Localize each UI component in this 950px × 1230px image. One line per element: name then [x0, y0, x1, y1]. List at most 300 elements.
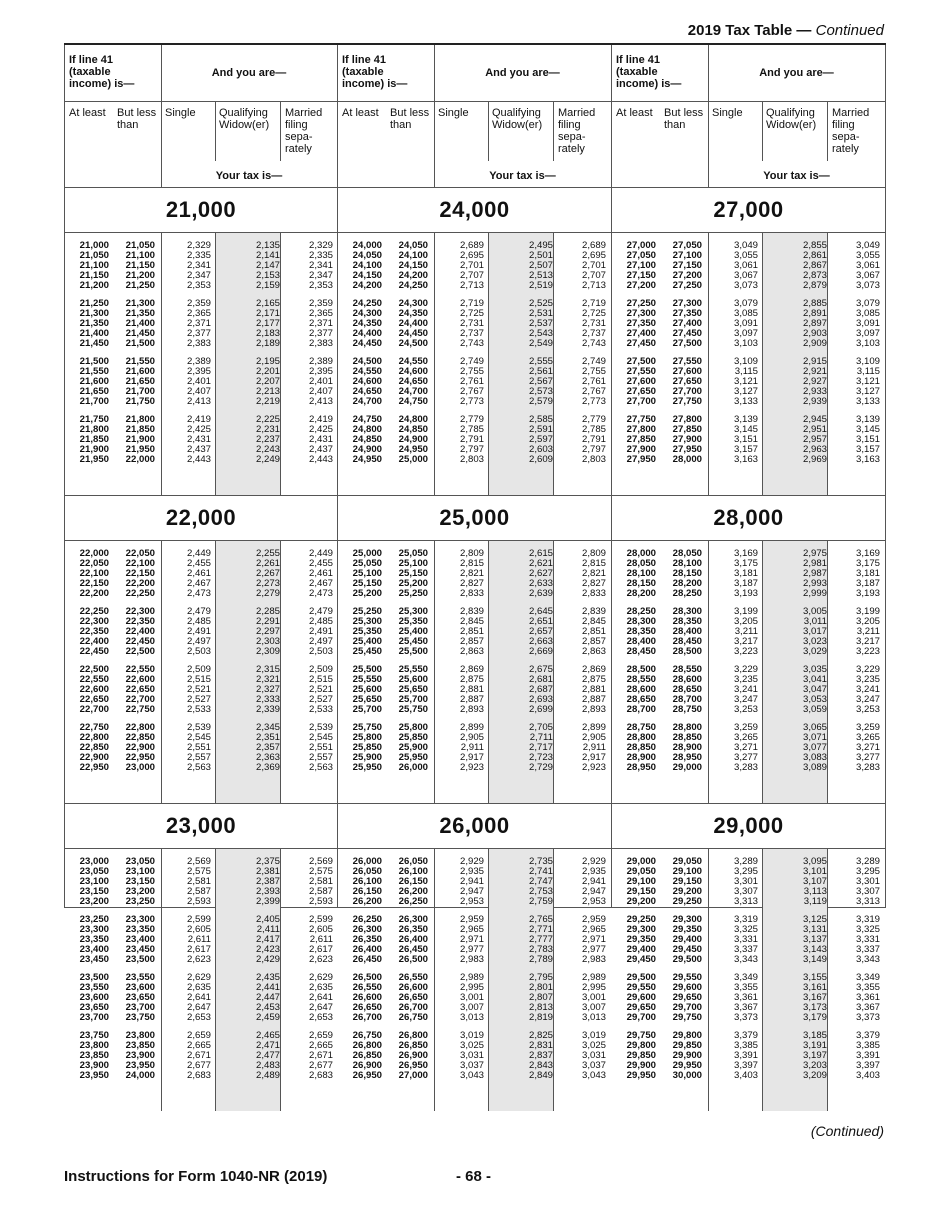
single-tax-value: 3,289: [733, 856, 758, 867]
single-tax-value: 2,425: [186, 424, 211, 435]
single-tax-value: 2,353: [186, 280, 211, 291]
at-least-value: 24,150: [352, 270, 382, 281]
table-row: [65, 1013, 337, 1023]
qualifying-widow-tax-value: 2,405: [255, 914, 280, 925]
single-tax-value: 3,043: [459, 1070, 484, 1081]
qualifying-widow-tax-value: 2,261: [255, 558, 280, 569]
married-separately-tax-value: 3,391: [855, 1050, 880, 1061]
single-tax-value: 2,491: [186, 626, 211, 637]
married-separately-tax-value: 2,563: [308, 762, 333, 773]
but-less-than-value: 29,200: [672, 886, 702, 897]
qualifying-widow-tax-value: 2,861: [802, 250, 827, 261]
but-less-than-value: 21,350: [125, 308, 155, 319]
married-separately-tax-value: 2,761: [581, 376, 606, 387]
but-less-than-value: 28,900: [672, 742, 702, 753]
married-separately-tax-value: 3,223: [855, 646, 880, 657]
married-separately-tax-value: 3,349: [855, 972, 880, 983]
single-tax-value: 2,725: [459, 308, 484, 319]
qualifying-widow-tax-value: 2,867: [802, 260, 827, 271]
married-separately-tax-value: 2,725: [581, 308, 606, 319]
single-tax-value: 2,587: [186, 886, 211, 897]
married-separately-tax-value: 3,127: [855, 386, 880, 397]
but-less-than-label: But less than: [117, 107, 157, 131]
qualifying-widow-tax-value: 2,219: [255, 396, 280, 407]
single-tax-value: 3,379: [733, 1030, 758, 1041]
qualifying-widow-tax-value: 2,159: [255, 280, 280, 291]
married-separately-tax-value: 3,205: [855, 616, 880, 627]
married-separately-tax-value: 2,767: [581, 386, 606, 397]
qualifying-widow-tax-value: 2,225: [255, 414, 280, 425]
single-tax-value: 2,623: [186, 954, 211, 965]
married-separately-tax-value: 2,455: [308, 558, 333, 569]
qualifying-widow-tax-value: 2,663: [528, 636, 553, 647]
single-tax-value: 2,863: [459, 646, 484, 657]
at-least-value: 29,100: [626, 876, 656, 887]
married-separately-tax-value: 2,815: [581, 558, 606, 569]
single-tax-value: 2,629: [186, 972, 211, 983]
but-less-than-value: 23,350: [125, 924, 155, 935]
qualifying-widow-tax-value: 2,519: [528, 280, 553, 291]
but-less-than-value: 23,250: [125, 896, 155, 907]
married-separately-tax-value: 2,677: [308, 1060, 333, 1071]
at-least-value: 23,850: [79, 1050, 109, 1061]
at-least-value: 22,900: [79, 752, 109, 763]
single-tax-value: 3,091: [733, 318, 758, 329]
but-less-than-value: 24,500: [398, 338, 428, 349]
single-tax-value: 2,767: [459, 386, 484, 397]
but-less-than-value: 22,200: [125, 578, 155, 589]
single-tax-value: 2,737: [459, 328, 484, 339]
at-least-value: 24,700: [352, 396, 382, 407]
at-least-value: 29,450: [626, 954, 656, 965]
qualifying-widow-tax-value: 2,903: [802, 328, 827, 339]
but-less-than-value: 21,200: [125, 270, 155, 281]
married-separately-tax-value: 2,611: [309, 934, 333, 945]
married-separately-tax-value: 3,259: [855, 722, 880, 733]
but-less-than-value: 29,550: [672, 972, 702, 983]
qualifying-widow-tax-value: 3,011: [803, 616, 827, 627]
qualifying-widow-tax-value: 3,095: [802, 856, 827, 867]
table-row: [65, 281, 337, 291]
but-less-than-value: 24,650: [398, 376, 428, 387]
but-less-than-value: 21,700: [125, 386, 155, 397]
at-least-value: 28,650: [626, 694, 656, 705]
qualifying-widow-tax-value: 2,951: [802, 424, 827, 435]
but-less-than-value: 28,600: [672, 674, 702, 685]
married-separately-tax-value: 3,235: [855, 674, 880, 685]
but-less-than-value: 25,950: [398, 752, 428, 763]
at-least-value: 27,200: [626, 280, 656, 291]
married-separately-tax-value: 3,169: [855, 548, 880, 559]
table-row: [612, 281, 885, 291]
at-least-value: 21,050: [79, 250, 109, 261]
married-separately-tax-value: 2,863: [581, 646, 606, 657]
qualifying-widow-tax-value: 3,041: [802, 674, 827, 685]
single-tax-value: 3,115: [734, 366, 758, 377]
at-least-value: 27,750: [626, 414, 656, 425]
at-least-value: 22,250: [79, 606, 109, 617]
married-separately-tax-value: 3,337: [855, 944, 880, 955]
qualifying-widow-tax-value: 2,807: [528, 992, 553, 1003]
table-row: [65, 897, 337, 907]
qualifying-widow-label: Qualifying Widow(er): [766, 107, 817, 131]
qualifying-widow-tax-value: 2,477: [255, 1050, 280, 1061]
table-row: [612, 955, 885, 965]
qualifying-widow-tax-value: 2,615: [528, 548, 553, 559]
qualifying-widow-tax-value: 2,729: [528, 762, 553, 773]
but-less-than-value: 27,700: [672, 386, 702, 397]
single-tax-value: 2,947: [459, 886, 484, 897]
married-separately-tax-value: 3,403: [855, 1070, 880, 1081]
married-separately-tax-value: 3,139: [855, 414, 880, 425]
at-least-value: 22,800: [79, 732, 109, 743]
married-separately-tax-value: 3,241: [855, 684, 880, 695]
table-row: [612, 763, 885, 773]
qualifying-widow-tax-value: 3,089: [802, 762, 827, 773]
married-separately-tax-value: 2,653: [308, 1012, 333, 1023]
single-tax-value: 2,989: [459, 972, 484, 983]
married-separately-tax-value: 2,785: [581, 424, 606, 435]
qualifying-widow-tax-value: 3,125: [802, 914, 827, 925]
at-least-value: 21,800: [79, 424, 109, 435]
single-tax-value: 3,085: [733, 308, 758, 319]
qualifying-widow-tax-value: 2,243: [255, 444, 280, 455]
single-tax-value: 2,749: [459, 356, 484, 367]
but-less-than-value: 21,900: [125, 434, 155, 445]
married-separately-tax-value: 3,355: [855, 982, 880, 993]
qualifying-widow-tax-value: 2,327: [255, 684, 280, 695]
qualifying-widow-tax-value: 3,083: [802, 752, 827, 763]
single-tax-value: 2,683: [186, 1070, 211, 1081]
single-tax-value: 3,061: [733, 260, 758, 271]
qualifying-widow-tax-value: 2,471: [255, 1040, 280, 1051]
married-separately-tax-value: 3,073: [855, 280, 880, 291]
single-tax-value: 2,515: [186, 674, 211, 685]
but-less-than-value: 23,550: [125, 972, 155, 983]
married-separately-tax-value: 2,647: [308, 1002, 333, 1013]
single-tax-value: 2,755: [459, 366, 484, 377]
single-tax-value: 3,391: [733, 1050, 758, 1061]
married-separately-tax-value: 3,013: [581, 1012, 606, 1023]
qualifying-widow-tax-value: 2,357: [255, 742, 280, 753]
at-least-value: 29,250: [626, 914, 656, 925]
but-less-than-value: 26,050: [398, 856, 428, 867]
at-least-value: 22,350: [79, 626, 109, 637]
married-separately-tax-value: 2,437: [308, 444, 333, 455]
married-separately-tax-value: 2,473: [308, 588, 333, 599]
at-least-value: 21,750: [79, 414, 109, 425]
married-separately-tax-value: 2,359: [308, 298, 333, 309]
at-least-value: 23,600: [79, 992, 109, 1003]
row-group: [338, 415, 611, 465]
single-tax-value: 2,365: [186, 308, 211, 319]
qualifying-widow-tax-value: 2,141: [255, 250, 280, 261]
qualifying-widow-tax-value: 2,777: [528, 934, 553, 945]
single-tax-value: 3,265: [733, 732, 758, 743]
single-tax-value: 3,325: [733, 924, 758, 935]
row-group: [338, 857, 611, 907]
qualifying-widow-tax-value: 2,525: [528, 298, 553, 309]
qualifying-widow-tax-value: 2,237: [255, 434, 280, 445]
single-tax-value: 3,241: [733, 684, 758, 695]
married-separately-tax-value: 2,347: [308, 270, 333, 281]
but-less-than-value: 21,450: [125, 328, 155, 339]
qualifying-widow-tax-value: 3,113: [803, 886, 827, 897]
single-tax-value: 3,049: [733, 240, 758, 251]
qualifying-widow-tax-value: 2,507: [528, 260, 553, 271]
qualifying-widow-tax-value: 2,291: [255, 616, 280, 627]
but-less-than-value: 26,000: [398, 762, 428, 773]
income-block: [612, 541, 885, 803]
but-less-than-value: 24,450: [398, 328, 428, 339]
married-filing-separately-label: Married filing sepa-rately: [285, 107, 323, 155]
but-less-than-value: 26,700: [398, 1002, 428, 1013]
married-separately-tax-value: 3,229: [855, 664, 880, 675]
row-group: [612, 415, 885, 465]
at-least-value: 25,850: [352, 742, 382, 753]
at-least-value: 26,400: [352, 944, 382, 955]
married-separately-tax-value: 2,995: [581, 982, 606, 993]
at-least-value: 28,950: [626, 762, 656, 773]
single-tax-value: 2,461: [186, 568, 211, 579]
but-less-than-value: 25,150: [398, 568, 428, 579]
married-separately-tax-value: 2,509: [308, 664, 333, 675]
single-tax-value: 3,139: [733, 414, 758, 425]
married-separately-tax-value: 3,157: [855, 444, 880, 455]
table-row: [65, 763, 337, 773]
but-less-than-value: 29,350: [672, 924, 702, 935]
qualifying-widow-tax-value: 2,801: [528, 982, 553, 993]
single-tax-value: 2,929: [459, 856, 484, 867]
table-row: [338, 589, 611, 599]
row-group: [65, 665, 337, 715]
qualifying-widow-tax-value: 2,711: [529, 732, 553, 743]
but-less-than-value: 28,750: [672, 704, 702, 715]
single-tax-value: 3,145: [733, 424, 758, 435]
qualifying-widow-tax-value: 2,393: [255, 886, 280, 897]
married-separately-tax-value: 3,367: [855, 1002, 880, 1013]
qualifying-widow-tax-value: 2,657: [528, 626, 553, 637]
at-least-value: 25,450: [352, 646, 382, 657]
at-least-value: 21,700: [79, 396, 109, 407]
single-tax-value: 3,025: [459, 1040, 484, 1051]
but-less-than-value: 26,850: [398, 1040, 428, 1051]
single-tax-value: 2,995: [459, 982, 484, 993]
single-tax-value: 2,509: [186, 664, 211, 675]
income-block-heading: 28,000: [612, 495, 885, 541]
but-less-than-value: 24,800: [398, 414, 428, 425]
qualifying-widow-tax-value: 2,381: [255, 866, 280, 877]
at-least-value: 23,550: [79, 982, 109, 993]
qualifying-widow-tax-value: 3,017: [802, 626, 827, 637]
single-tax-value: 3,031: [459, 1050, 484, 1061]
but-less-than-value: 24,950: [398, 444, 428, 455]
married-separately-tax-value: 2,419: [308, 414, 333, 425]
at-least-value: 23,750: [79, 1030, 109, 1041]
married-separately-tax-value: 2,929: [581, 856, 606, 867]
single-tax-value: 2,503: [186, 646, 211, 657]
single-tax-value: 3,319: [733, 914, 758, 925]
but-less-than-value: 29,850: [672, 1040, 702, 1051]
qualifying-widow-tax-value: 2,333: [255, 694, 280, 705]
married-separately-tax-value: 3,319: [855, 914, 880, 925]
married-separately-tax-value: 2,809: [581, 548, 606, 559]
married-separately-tax-value: 2,581: [308, 876, 333, 887]
married-separately-tax-value: 3,199: [855, 606, 880, 617]
qualifying-widow-tax-value: 3,005: [802, 606, 827, 617]
but-less-than-value: 23,300: [125, 914, 155, 925]
but-less-than-value: 22,300: [125, 606, 155, 617]
qualifying-widow-tax-value: 2,411: [256, 924, 280, 935]
at-least-value: 22,300: [79, 616, 109, 627]
single-tax-value: 2,329: [186, 240, 211, 251]
at-least-label: At least: [342, 107, 379, 119]
qualifying-widow-tax-value: 2,573: [528, 386, 553, 397]
qualifying-widow-tax-value: 2,723: [528, 752, 553, 763]
income-block: [65, 541, 337, 803]
married-separately-tax-value: 2,497: [308, 636, 333, 647]
qualifying-widow-label: Qualifying Widow(er): [219, 107, 270, 131]
qualifying-widow-tax-value: 2,873: [802, 270, 827, 281]
qualifying-widow-tax-value: 3,131: [802, 924, 827, 935]
single-tax-value: 2,383: [186, 338, 211, 349]
qualifying-widow-tax-value: 2,489: [255, 1070, 280, 1081]
but-less-than-value: 22,950: [125, 752, 155, 763]
married-separately-tax-value: 2,779: [581, 414, 606, 425]
your-tax-label: Your tax is—: [489, 170, 556, 182]
married-separately-tax-value: 3,217: [855, 636, 880, 647]
at-least-value: 29,200: [626, 896, 656, 907]
single-tax-value: 2,443: [186, 454, 211, 465]
at-least-value: 29,550: [626, 982, 656, 993]
at-least-value: 25,550: [352, 674, 382, 685]
single-tax-value: 3,103: [733, 338, 758, 349]
married-separately-tax-value: 2,521: [308, 684, 333, 695]
at-least-value: 28,450: [626, 646, 656, 657]
married-separately-tax-value: 3,163: [855, 454, 880, 465]
qualifying-widow-tax-value: 2,585: [528, 414, 553, 425]
at-least-value: 28,400: [626, 636, 656, 647]
at-least-value: 22,150: [79, 578, 109, 589]
single-tax-value: 2,659: [186, 1030, 211, 1041]
married-separately-tax-value: 3,307: [855, 886, 880, 897]
at-least-value: 22,750: [79, 722, 109, 733]
at-least-value: 21,550: [79, 366, 109, 377]
at-least-value: 24,450: [352, 338, 382, 349]
qualifying-widow-tax-value: 2,921: [802, 366, 827, 377]
at-least-value: 26,950: [352, 1070, 382, 1081]
at-least-value: 26,500: [352, 972, 382, 983]
at-least-value: 23,300: [79, 924, 109, 935]
single-tax-value: 3,337: [733, 944, 758, 955]
but-less-than-value: 23,750: [125, 1012, 155, 1023]
qualifying-widow-tax-value: 2,501: [528, 250, 553, 261]
single-tax-value: 2,971: [459, 934, 484, 945]
single-tax-value: 2,815: [459, 558, 484, 569]
single-tax-value: 3,097: [733, 328, 758, 339]
at-least-value: 26,000: [352, 856, 382, 867]
married-separately-tax-value: 2,755: [581, 366, 606, 377]
qualifying-widow-tax-value: 2,603: [528, 444, 553, 455]
qualifying-widow-tax-value: 2,891: [802, 308, 827, 319]
qualifying-widow-tax-value: 3,161: [802, 982, 827, 993]
qualifying-widow-tax-value: 2,531: [528, 308, 553, 319]
at-least-value: 25,400: [352, 636, 382, 647]
at-least-value: 28,900: [626, 752, 656, 763]
row-group: [338, 241, 611, 291]
at-least-value: 26,450: [352, 954, 382, 965]
qualifying-widow-tax-value: 2,735: [528, 856, 553, 867]
single-tax-value: 3,295: [733, 866, 758, 877]
qualifying-widow-tax-value: 2,999: [802, 588, 827, 599]
qualifying-widow-tax-value: 2,717: [528, 742, 553, 753]
single-tax-value: 2,611: [187, 934, 211, 945]
table-row: [338, 955, 611, 965]
married-separately-tax-value: 2,905: [581, 732, 606, 743]
but-less-than-value: 21,850: [125, 424, 155, 435]
at-least-value: 24,950: [352, 454, 382, 465]
row-group: [612, 1031, 885, 1081]
at-least-value: 27,000: [626, 240, 656, 251]
single-tax-value: 3,403: [733, 1070, 758, 1081]
but-less-than-value: 26,450: [398, 944, 428, 955]
at-least-value: 23,350: [79, 934, 109, 945]
but-less-than-value: 27,550: [672, 356, 702, 367]
single-tax-value: 3,127: [733, 386, 758, 397]
married-separately-tax-value: 2,335: [308, 250, 333, 261]
qualifying-widow-tax-value: 2,315: [255, 664, 280, 675]
married-separately-tax-value: 2,965: [581, 924, 606, 935]
single-tax-value: 2,797: [459, 444, 484, 455]
single-tax-value: 3,193: [733, 588, 758, 599]
at-least-value: 28,000: [626, 548, 656, 559]
married-separately-tax-value: 2,443: [308, 454, 333, 465]
at-least-value: 25,950: [352, 762, 382, 773]
single-tax-value: 2,641: [186, 992, 211, 1003]
qualifying-widow-tax-value: 2,831: [528, 1040, 553, 1051]
qualifying-widow-tax-value: 3,107: [802, 876, 827, 887]
married-separately-tax-value: 2,401: [308, 376, 333, 387]
table-row: [612, 897, 885, 907]
but-less-than-value: 21,500: [125, 338, 155, 349]
income-block-heading: 25,000: [338, 495, 611, 541]
qualifying-widow-tax-value: 2,447: [255, 992, 280, 1003]
qualifying-widow-tax-value: 2,537: [528, 318, 553, 329]
but-less-than-value: 24,350: [398, 308, 428, 319]
but-less-than-value: 29,600: [672, 982, 702, 993]
single-label: Single: [165, 107, 196, 119]
married-separately-tax-value: 3,175: [855, 558, 880, 569]
table-row: [65, 1071, 337, 1081]
table-header: [612, 45, 885, 188]
married-separately-tax-value: 2,479: [308, 606, 333, 617]
row-group: [65, 857, 337, 907]
row-group: [65, 1031, 337, 1081]
qualifying-widow-tax-value: 3,137: [802, 934, 827, 945]
at-least-value: 29,050: [626, 866, 656, 877]
at-least-value: 25,050: [352, 558, 382, 569]
at-least-value: 24,650: [352, 386, 382, 397]
married-separately-tax-value: 2,941: [581, 876, 606, 887]
but-less-than-value: 23,850: [125, 1040, 155, 1051]
row-group: [338, 607, 611, 657]
at-least-value: 28,500: [626, 664, 656, 675]
tax-table: [64, 43, 886, 1081]
footer-form-name: Instructions for Form 1040-NR (2019): [64, 1168, 328, 1185]
at-least-value: 28,700: [626, 704, 656, 715]
single-tax-value: 2,923: [459, 762, 484, 773]
at-least-value: 21,150: [79, 270, 109, 281]
